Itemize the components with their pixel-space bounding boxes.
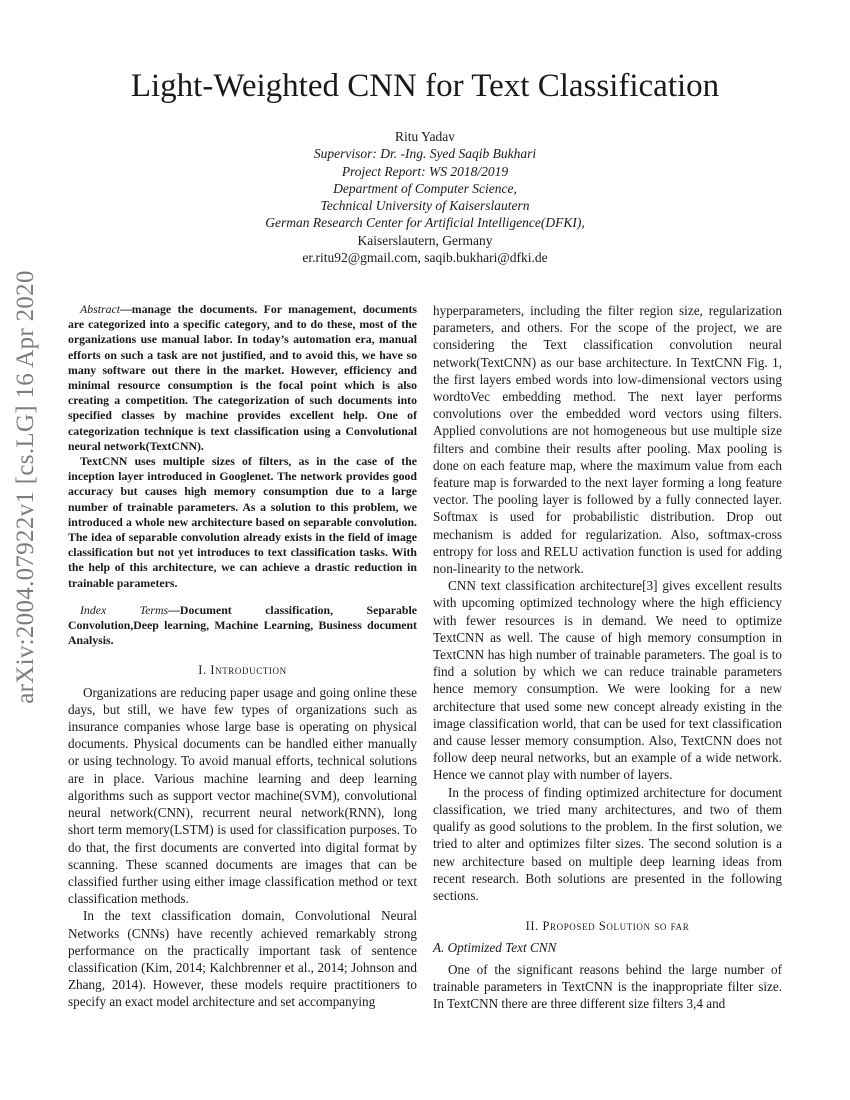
index-terms-text: Document classification, Separable Convolution,Deep learning, Machine Learning, Business document Analysis. <box>68 602 417 648</box>
right-column <box>433 302 782 1012</box>
arxiv-stamp <box>6 270 46 704</box>
author-block <box>0 128 850 266</box>
index-terms <box>68 603 417 649</box>
location-line: Kaiserslautern, Germany <box>357 232 493 248</box>
paper-title: Light-Weighted CNN for Text Classification <box>130 68 720 104</box>
arxiv-stamp-text: arXiv:2004.07922v1 [cs.LG] 16 Apr 2020 <box>12 270 39 704</box>
abstract-paragraph-2: TextCNN uses multiple sizes of filters, as in the case of the inception layer introduced in Googlenet. The network provides good accuracy but causes high memory consumption due to a large number of trainable parameters. As a solution to this problem, we introduced a whole new architecture based on separable convolution. The idea of separable convolution already exists in the field of image classification but not yet introduces to text classification tasks. With the help of this architecture, we can achieve a drastic reduction in trainable parameters. <box>68 454 417 590</box>
left-column <box>68 302 417 1011</box>
department-line: Department of Computer Science, <box>333 180 517 196</box>
abstract-paragraph-1 <box>68 302 417 454</box>
intro-paragraph-2-continued: hyperparameters, including the filter region size, regularization parameters, and others. For the scope of the project, we are considering the Text classification convolution neural network(TextCNN) as our base architecture. In TextCNN Fig. 1, the first layers embed words into low-dimensional vectors using wordtoVec embedding method. The next layer performs convolutions over the embedded word vectors using filters. Applied convolutions are not homogeneous but use multiple size filters and combine their results after pooling. Max pooling is done on each feature map, where the maximum value from each feature map is forwarded to the next layer forming a long feature vector. The pooling layer is followed by a fully connected layer. Softmax is used for probabilistic distribution. Drop out mechanism is added for regularization. Also, softmax-cross entropy for loss and RELU activation function is used for adding non-linearity to the network. <box>433 303 782 577</box>
index-terms-dash: — <box>168 602 180 617</box>
intro-paragraph-3: CNN text classification architecture[3] gives excellent results with upcoming optimized technology where the high efficiency with fewer resources is in demand. We need to optimize TextCNN as well. The cause of high memory consumption in TextCNN has high number of trainable parameters. The goal is to find a solution by which we can reduce trainable parameters hence memory consumption. We were looking for a new architecture that used some new concept already existing in the image classification world, that can be used for text classification and cause lesser memory consumption. Also, TextCNN does not follow deep neural networks, but an example of a wide network. Hence we cannot play with number of layers. <box>433 578 782 783</box>
intro-paragraph-4: In the process of finding optimized architecture for document classification, we tried many architectures, and two of them qualify as good solutions to the problem. In the first solution, we tried to alter and optimizes filter sizes. The second solution is a new architecture based on multiple deep learning ideas from recent research. Both solutions are presented in the following sections. <box>433 784 782 903</box>
intro-paragraph-2: In the text classification domain, Convolutional Neural Networks (CNNs) have recently achieved remarkably strong performance on the practically important task of sentence classification (Kim, 2014; Kalchbrenner et al., 2014; Johnson and Zhang, 2014). However, these models require practitioners to specify an exact model architecture and set accompanying <box>68 908 417 1010</box>
project-line: Project Report: WS 2018/2019 <box>341 163 509 179</box>
university-line: Technical University of Kaiserslautern <box>320 198 530 214</box>
section-heading-proposed-solution: II. Proposed Solution so far <box>525 919 690 934</box>
abstract-text-1: manage the documents. For management, documents are categorized into a specific category, and to do these, most of the organizations use manual labor. In today’s automation era, manual efforts on such a task are not justified, and to avoid this, we have so many software out there in the market. However, efficiency and minimal resource consumption is the focal point which is also creating a competition. The categorization of such documents into specified classes by machine provides excellent help. One of categorization technique is text classification using a Convolutional neural network(TextCNN). <box>68 302 417 453</box>
email-line: er.ritu92@gmail.com, saqib.bukhari@dfki.de <box>302 250 548 266</box>
intro-paragraph-1: Organizations are reducing paper usage and going online these days, but still, we have few types of organizations such as insurance companies whose large base is operating on physical documents. Physical documents can be handled either manually or using technology. To avoid manual efforts, technical solutions are in place. Various machine learning and deep learning algorithms such as support vector machine(SVM), convolutional neural network(CNN), recurrent neural network(RNN), long short term memory(LSTM) is used for classification purposes. To do that, the first documents are converted into digital format by scanning. These scanned documents are images that can be classified further using either image classification method or text classification methods. <box>68 684 417 907</box>
abstract-dash: — <box>119 302 132 316</box>
index-terms-label: Index Terms <box>80 602 169 617</box>
proposed-paragraph-1: One of the significant reasons behind the large number of trainable parameters in TextCNN is the inappropriate filter size. In TextCNN there are three different size filters 3,4 and <box>433 961 782 1011</box>
abstract-label: Abstract <box>80 302 120 316</box>
author-name: Ritu Yadav <box>394 129 455 144</box>
research-center-line: German Research Center for Artificial Intelligence(DFKI), <box>265 215 585 231</box>
section-heading-introduction: I. Introduction <box>198 663 287 678</box>
supervisor-line: Supervisor: Dr. -Ing. Syed Saqib Bukhari <box>313 146 537 162</box>
subsection-heading-optimized-text-cnn: A. Optimized Text CNN <box>433 940 557 956</box>
